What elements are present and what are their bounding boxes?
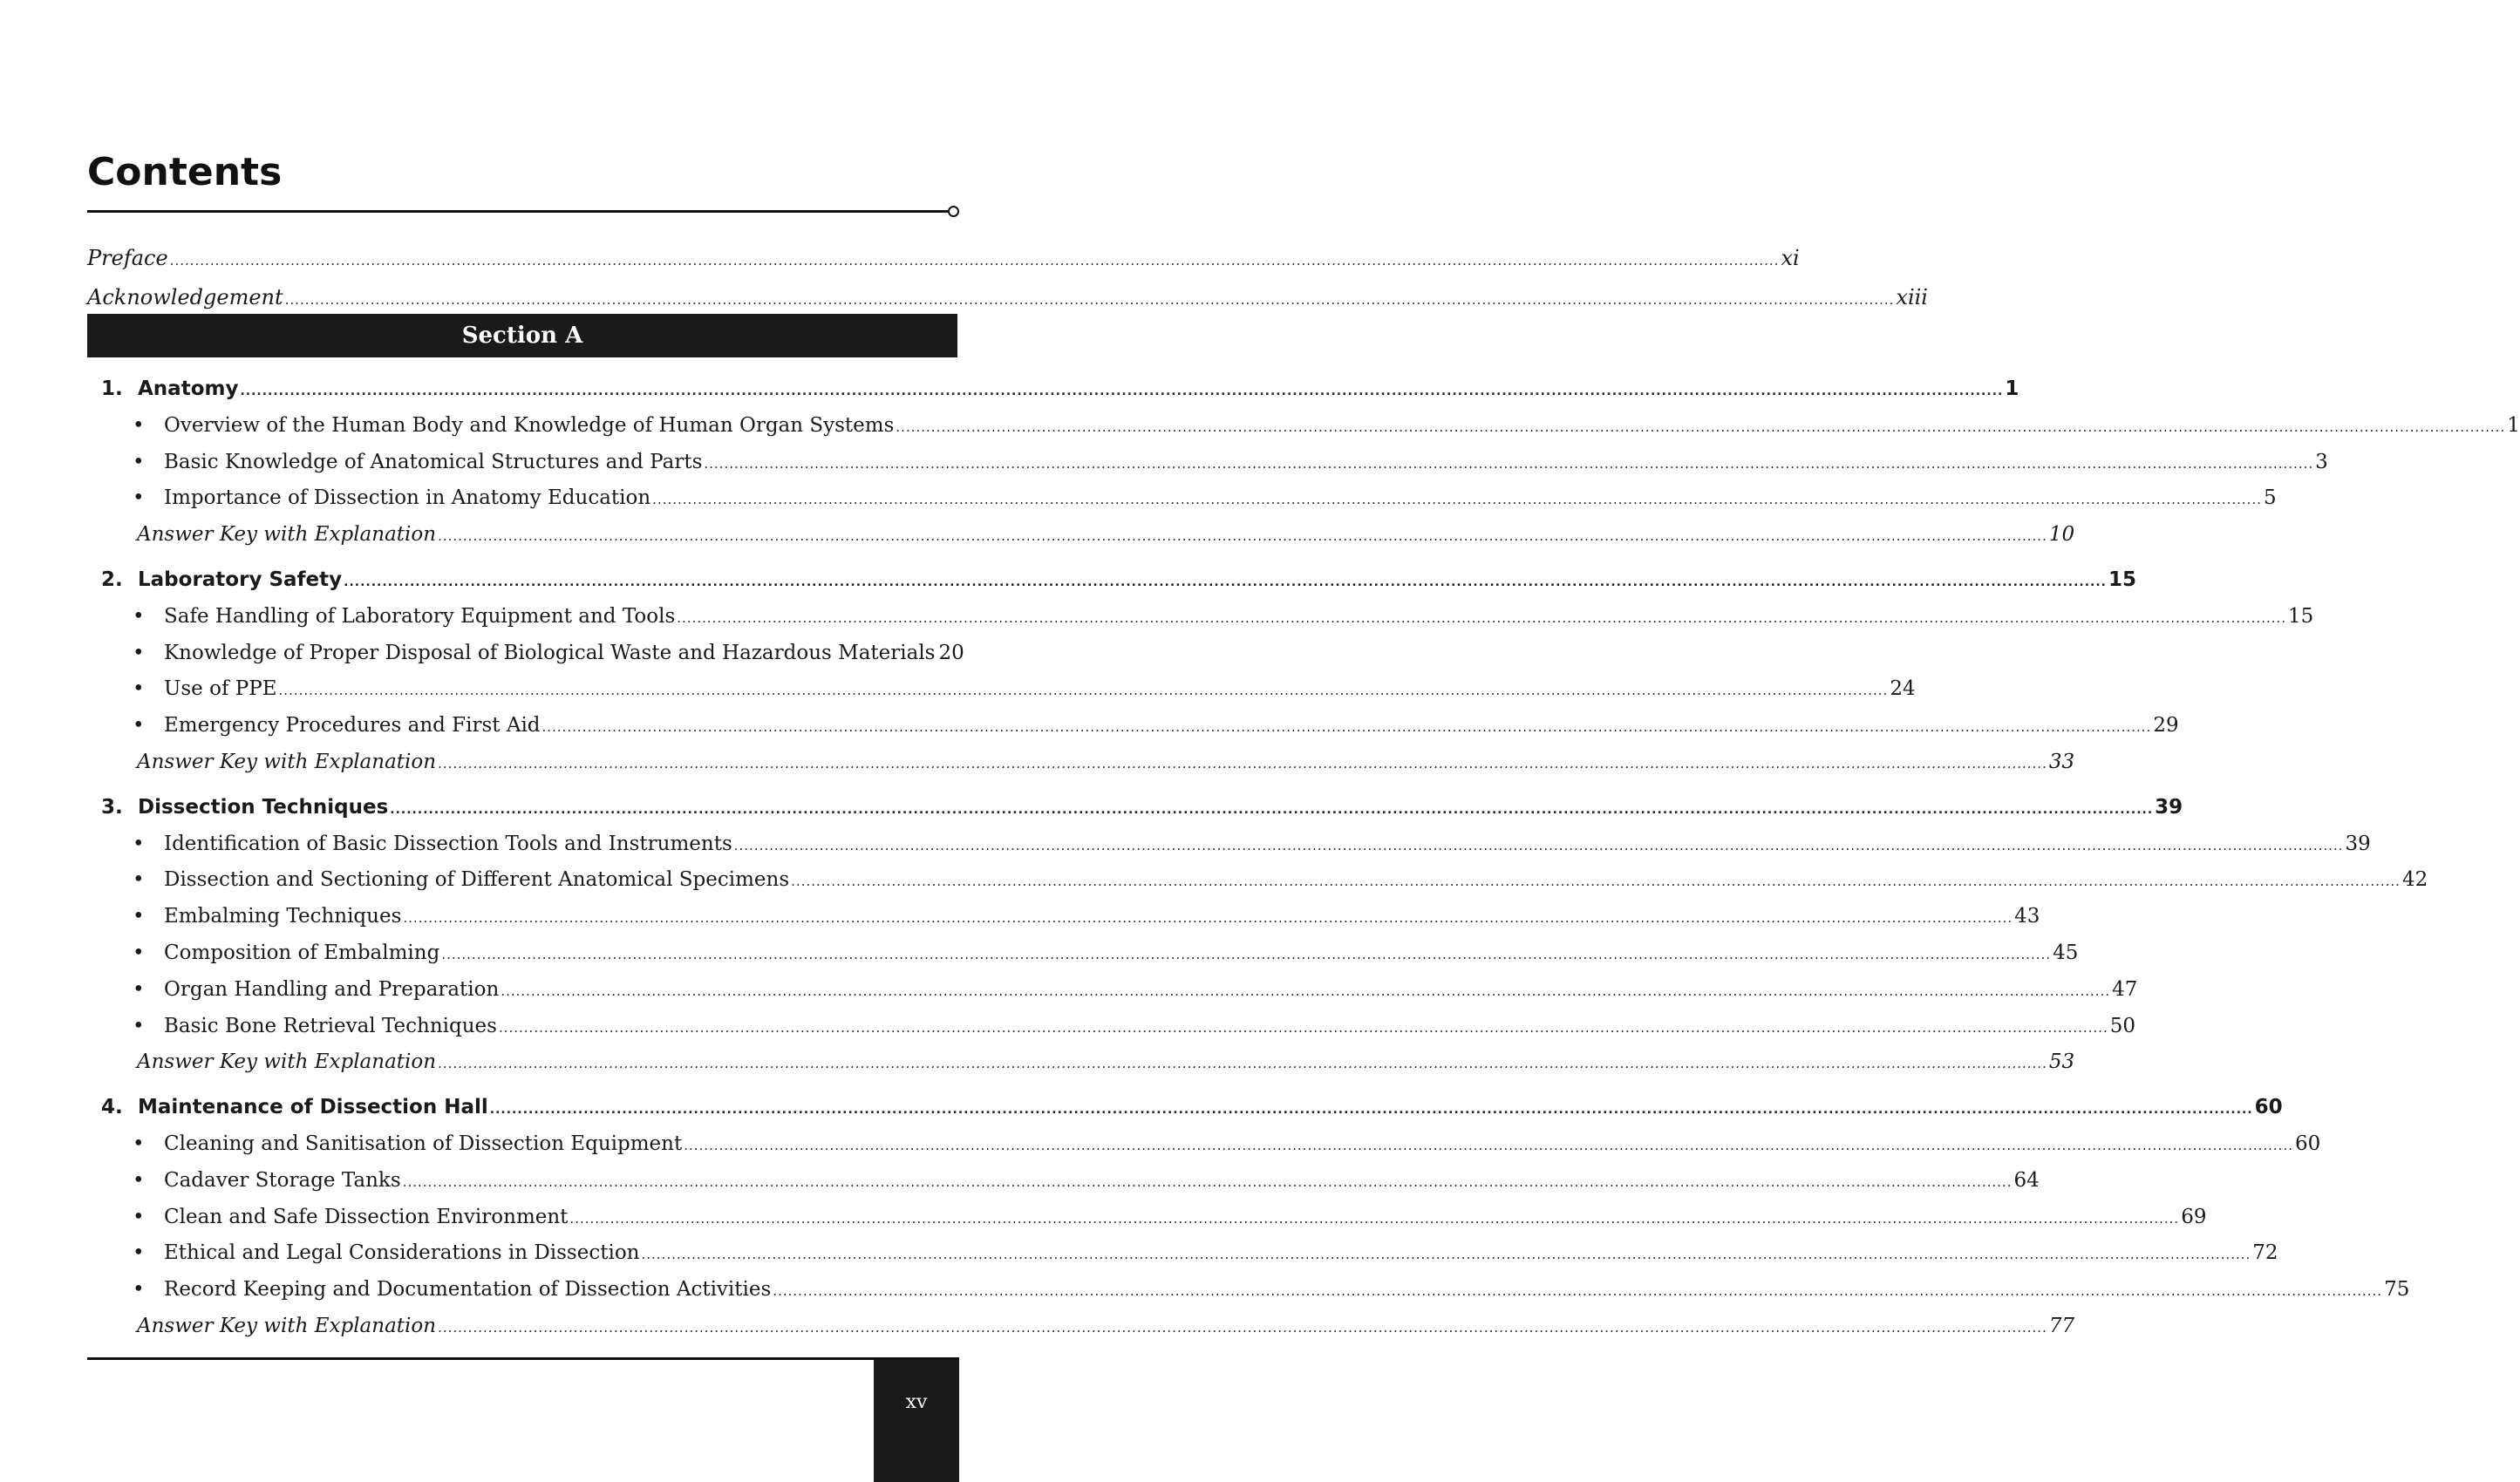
topic-page: 24 [1890, 677, 1916, 700]
section-header: Section A [87, 314, 957, 357]
topic-label-wrap [133, 864, 791, 895]
chapter-page: 15 [2108, 568, 2137, 591]
topic-label-wrap [133, 637, 936, 669]
toc-topic[interactable] [133, 1128, 2321, 1159]
toc-topic[interactable] [133, 673, 1916, 704]
chapter-number: 2. [101, 568, 123, 591]
chapter-page: 39 [2155, 796, 2183, 819]
leader-dots [403, 902, 2013, 934]
toc-entry-page: xi [1781, 246, 1800, 270]
topic-label: Use of PPE [164, 677, 277, 700]
toc-answer-key[interactable] [137, 1310, 2075, 1342]
topic-page: 1 [2507, 414, 2520, 437]
bullet-icon: • [133, 1206, 145, 1228]
leader-dots [279, 675, 1889, 706]
topic-label-wrap [133, 901, 403, 932]
topic-page: 29 [2153, 714, 2179, 737]
topic-label-wrap [133, 410, 896, 441]
bullet-icon: • [133, 605, 145, 628]
leader-dots [652, 484, 2262, 515]
bullet-icon: • [133, 677, 145, 700]
chapter-title: Dissection Techniques [138, 796, 389, 819]
topic-page: 15 [2288, 605, 2314, 628]
topic-label-wrap [133, 710, 542, 741]
footer-rule [87, 1357, 959, 1360]
topic-label: Emergency Procedures and First Aid [164, 714, 541, 737]
topic-label: Overview of the Human Body and Knowledge of Human Organ Systems [164, 414, 895, 437]
toc-topic[interactable] [133, 1237, 2278, 1268]
topic-page: 42 [2401, 868, 2428, 891]
topic-label: Identification of Basic Dissection Tools and Instruments [164, 833, 732, 855]
leader-dots [390, 794, 2153, 826]
leader-dots [569, 1203, 2179, 1234]
toc-chapter[interactable] [101, 373, 2019, 404]
topic-label: Basic Bone Retrieval Techniques [164, 1015, 497, 1037]
toc-topic[interactable] [133, 937, 2079, 969]
leader-dots [704, 448, 2313, 479]
topic-label: Ethical and Legal Considerations in Dissection [164, 1241, 640, 1264]
leader-dots [438, 520, 2047, 552]
topic-page: 60 [2294, 1132, 2321, 1155]
topic-label-wrap [133, 482, 652, 513]
bullet-icon: • [133, 833, 145, 855]
chapter-page: 60 [2254, 1096, 2283, 1118]
bullet-icon: • [133, 1169, 145, 1192]
answer-key-label: Answer Key with Explanation [137, 1050, 437, 1073]
bullet-icon: • [133, 1241, 145, 1264]
topic-label-wrap [133, 1165, 403, 1196]
chapter-page: 1 [2005, 377, 2019, 400]
toc-topic[interactable] [133, 864, 2428, 895]
leader-dots [734, 830, 2344, 861]
leader-dots [542, 711, 2152, 743]
toc-topic[interactable] [133, 1165, 2040, 1196]
topic-page: 47 [2112, 978, 2138, 1001]
leader-dots [438, 1048, 2047, 1079]
bullet-icon: • [133, 905, 145, 928]
topic-label: Composition of Embalming [164, 942, 440, 964]
toc-topic[interactable] [133, 482, 2277, 513]
chapter-title: Laboratory Safety [138, 568, 343, 591]
leader-dots [403, 1166, 2013, 1198]
bullet-icon: • [133, 714, 145, 737]
topic-label: Record Keeping and Documentation of Dissection Activities [164, 1278, 772, 1301]
topic-label-wrap [133, 1274, 773, 1305]
topic-page: 50 [2109, 1015, 2135, 1037]
title-rule-end-circle [948, 206, 959, 217]
leader-dots [344, 567, 2107, 598]
topic-page: 69 [2181, 1206, 2207, 1228]
bullet-icon: • [133, 1015, 145, 1037]
toc-answer-key[interactable] [137, 1046, 2075, 1078]
toc-topic[interactable] [133, 710, 2179, 741]
topic-label-wrap [133, 974, 501, 1005]
bullet-icon: • [133, 1132, 145, 1155]
answer-key-page: 77 [2048, 1315, 2075, 1337]
toc-answer-key[interactable] [137, 519, 2075, 550]
bullet-icon: • [133, 868, 145, 891]
toc-entry-label: Preface [87, 246, 168, 270]
bullet-icon: • [133, 451, 145, 473]
bullet-icon: • [133, 978, 145, 1001]
topic-label-wrap [133, 601, 677, 632]
topic-label-wrap [133, 1128, 684, 1159]
topic-label-wrap [133, 446, 704, 478]
topic-label: Cadaver Storage Tanks [164, 1169, 401, 1192]
leader-dots [896, 411, 2505, 443]
leader-dots [641, 1239, 2251, 1270]
toc-chapter[interactable] [101, 564, 2137, 595]
topic-page: 45 [2053, 942, 2079, 964]
topic-label: Knowledge of Proper Disposal of Biological Waste and Hazardous Materials [164, 642, 936, 664]
topic-label: Safe Handling of Laboratory Equipment and Tools [164, 605, 676, 628]
bullet-icon: • [133, 942, 145, 964]
page-title: Contents [87, 150, 283, 194]
bullet-icon: • [133, 486, 145, 509]
toc-topic[interactable] [133, 637, 964, 669]
answer-key-page: 53 [2048, 1050, 2075, 1073]
topic-label-wrap [133, 673, 279, 704]
topic-label: Organ Handling and Preparation [164, 978, 500, 1001]
topic-page: 72 [2252, 1241, 2278, 1264]
leader-dots [499, 1012, 2108, 1044]
topic-label-wrap [133, 1237, 641, 1268]
topic-page: 75 [2384, 1278, 2410, 1301]
toc-answer-key[interactable] [137, 746, 2075, 778]
toc-topic[interactable] [133, 974, 2138, 1005]
answer-key-label: Answer Key with Explanation [137, 1315, 437, 1337]
chapter-title-wrap [101, 1091, 490, 1123]
topic-page: 3 [2315, 451, 2328, 473]
bullet-icon: • [133, 414, 145, 437]
toc-topic[interactable] [133, 601, 2314, 632]
topic-page: 64 [2013, 1169, 2040, 1192]
chapter-number: 4. [101, 1096, 123, 1118]
chapter-title-wrap [101, 564, 344, 595]
toc-topic[interactable] [133, 1201, 2207, 1233]
answer-key-page: 10 [2048, 523, 2075, 546]
topic-label: Dissection and Sectioning of Different Anatomical Specimens [164, 868, 790, 891]
toc-front-item[interactable] [87, 242, 1800, 274]
answer-key-label: Answer Key with Explanation [137, 751, 437, 773]
leader-dots [501, 976, 2110, 1007]
topic-label-wrap [133, 1010, 499, 1042]
chapter-title: Anatomy [138, 377, 239, 400]
topic-label-wrap [133, 1201, 569, 1233]
answer-key-label: Answer Key with Explanation [137, 523, 437, 546]
topic-label: Embalming Techniques [164, 905, 402, 928]
topic-label-wrap [133, 828, 734, 860]
topic-page: 39 [2345, 833, 2371, 855]
topic-page: 43 [2014, 905, 2040, 928]
topic-label: Basic Knowledge of Anatomical Structures and Parts [164, 451, 703, 473]
leader-dots [441, 939, 2051, 970]
toc-topic[interactable] [133, 1274, 2410, 1305]
title-rule [87, 210, 950, 213]
toc-entry-page: xiii [1896, 285, 1928, 309]
leader-dots [791, 866, 2401, 897]
toc-entry-label: Acknowledgement [87, 285, 283, 309]
leader-dots [773, 1275, 2382, 1307]
leader-dots [438, 1312, 2047, 1343]
leader-dots [677, 602, 2286, 634]
topic-label-wrap [133, 937, 441, 969]
chapter-number: 1. [101, 377, 123, 400]
leader-dots [170, 245, 1780, 276]
toc-chapter[interactable] [101, 1091, 2283, 1123]
page-number-box [874, 1360, 959, 1482]
answer-key-page: 33 [2048, 751, 2075, 773]
leader-dots [438, 748, 2047, 779]
leader-dots [240, 376, 2003, 407]
topic-label: Importance of Dissection in Anatomy Education [164, 486, 651, 509]
toc-topic[interactable] [133, 828, 2371, 860]
bullet-icon: • [133, 1278, 145, 1301]
toc-topic[interactable] [133, 410, 2520, 441]
page-number: xv [905, 1391, 928, 1413]
toc-topic[interactable] [133, 446, 2328, 478]
leader-dots [684, 1130, 2293, 1161]
bullet-icon: • [133, 642, 145, 664]
chapter-title: Maintenance of Dissection Hall [138, 1096, 488, 1118]
chapter-number: 3. [101, 796, 123, 819]
chapter-title-wrap [101, 792, 390, 823]
toc-front-item[interactable] [87, 282, 1928, 313]
topic-page: 20 [938, 642, 964, 664]
leader-dots [285, 284, 1895, 316]
toc-topic[interactable] [133, 901, 2040, 932]
leader-dots [490, 1094, 2253, 1125]
topic-page: 5 [2263, 486, 2277, 509]
toc-topic[interactable] [133, 1010, 2135, 1042]
topic-label: Cleaning and Sanitisation of Dissection Equipment [164, 1132, 683, 1155]
chapter-title-wrap [101, 373, 240, 404]
topic-label: Clean and Safe Dissection Environment [164, 1206, 569, 1228]
toc-chapter[interactable] [101, 792, 2183, 823]
